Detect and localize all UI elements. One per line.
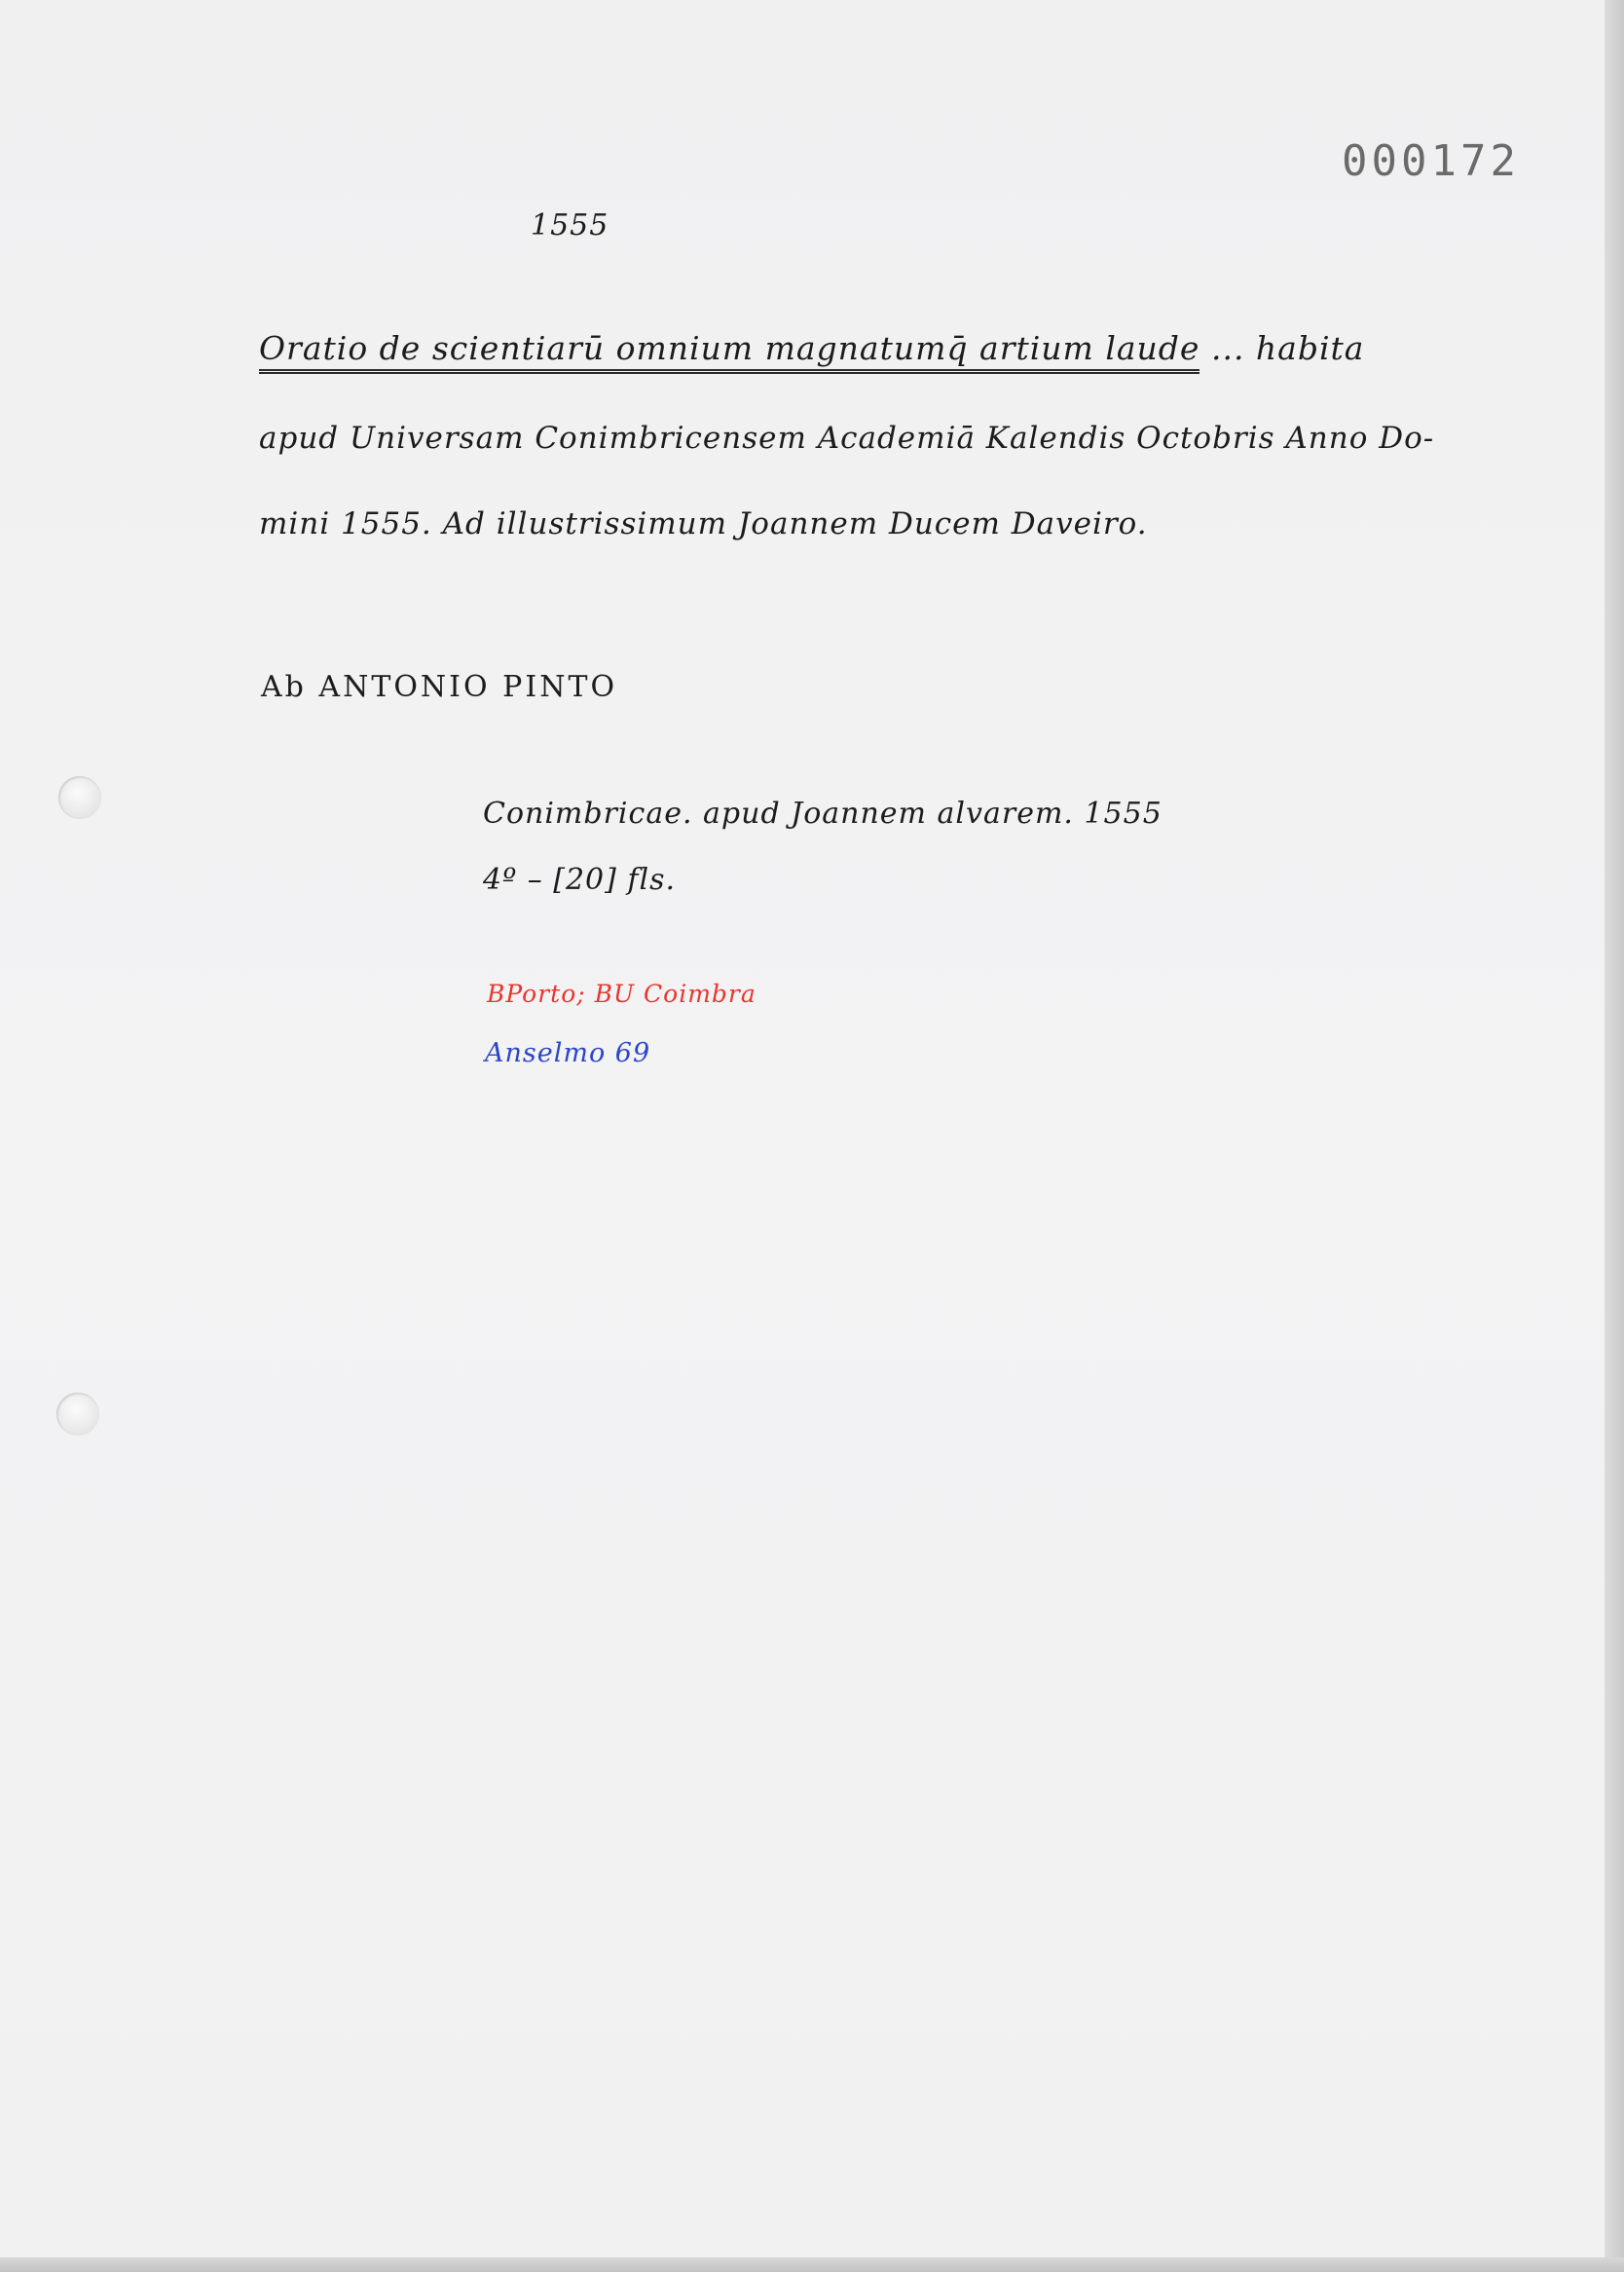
year-heading: 1555 xyxy=(531,208,609,242)
punch-hole-top xyxy=(58,776,101,819)
title-underlined-text: Oratio de scientiarū omnium magnatumq̄ artium laude xyxy=(259,329,1200,374)
author-line: Ab ANTONIO PINTO xyxy=(261,670,618,704)
format-line: 4º – [20] fls. xyxy=(483,863,677,897)
title-line-1 xyxy=(259,329,1364,367)
holdings-note: BPorto; BU Coimbra xyxy=(487,980,757,1008)
imprint-line: Conimbricae. apud Joannem alvarem. 1555 xyxy=(483,797,1163,831)
scanner-edge-right xyxy=(1605,0,1624,2272)
punch-hole-bottom xyxy=(56,1393,99,1435)
title-line-3: mini 1555. Ad illustrissimum Joannem Ducem Daveiro. xyxy=(259,506,1148,541)
title-line-1-rest: ... habita xyxy=(1200,329,1365,367)
title-line-2: apud Universam Conimbricensem Academiā Kalendis Octobris Anno Do- xyxy=(259,421,1435,456)
stamp-number: 000172 xyxy=(1342,136,1520,186)
scanner-edge-bottom xyxy=(0,2257,1624,2272)
reference-note: Anselmo 69 xyxy=(485,1038,651,1068)
